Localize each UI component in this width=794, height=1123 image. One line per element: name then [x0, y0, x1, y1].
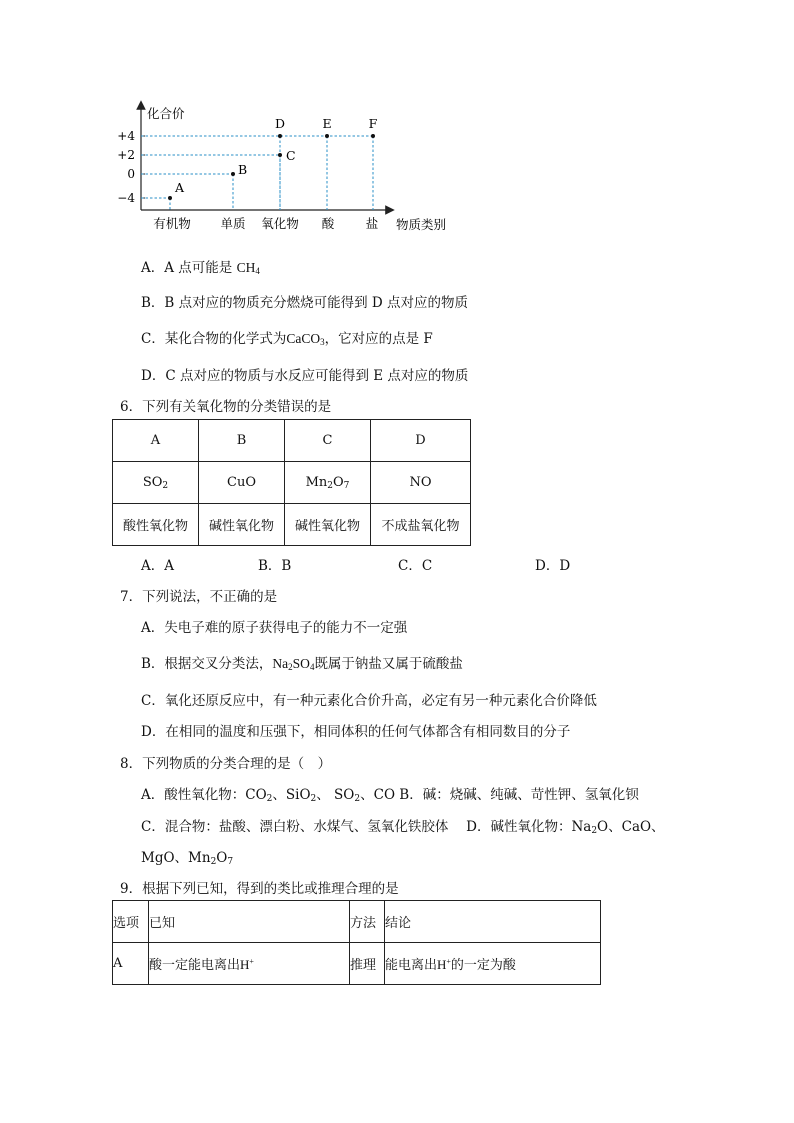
q6-formula-c: $Mn_2O_7$ [285, 462, 371, 504]
point-d [278, 134, 282, 138]
q9-row-conclusion: 能电离出H+的一定为酸 [385, 943, 601, 985]
point-a [168, 196, 172, 200]
q6-formula-b: CuO [199, 462, 285, 504]
point-e [325, 134, 329, 138]
valence-chart [0, 0, 794, 240]
q7-option-d: D．在相同的温度和压强下，相同体积的任何气体都含有相同数目的分子 [141, 724, 571, 740]
q8-stem: 8．下列物质的分类合理的是（ ） [120, 756, 332, 772]
q7-option-c: C．氧化还原反应中，有一种元素化合价升高，必定有另一种元素化合价降低 [141, 693, 597, 709]
q9-table [112, 900, 601, 985]
point-f [371, 134, 375, 138]
q6-answer-c: C．C [398, 558, 433, 574]
q9-header-conclusion: 结论 [385, 901, 601, 943]
q6-type-c: 碱性氧化物 [285, 504, 371, 546]
point-c [278, 153, 282, 157]
x-tick-label: 单质 [220, 216, 246, 231]
x-tick-label: 氧化物 [261, 216, 299, 231]
q9-stem: 9．根据下列已知，得到的类比或推理合理的是 [120, 881, 399, 897]
q6-formula-a: $SO_2$ [113, 462, 199, 504]
q9-header-option: 选项 [113, 901, 149, 943]
x-tick-label: 有机物 [153, 216, 191, 231]
q5-option-b: B．B 点对应的物质充分燃烧可能得到 D 点对应的物质 [141, 295, 469, 311]
point-label-a: A [175, 180, 185, 195]
q9-row-known: 酸一定能电离出H+ [149, 943, 350, 985]
q6-formula-d: NO [371, 462, 471, 504]
y-tick-label: +4 [117, 129, 135, 143]
y-tick-label: −4 [117, 191, 135, 205]
q7-option-a: A．失电子难的原子获得电子的能力不一定强 [141, 620, 408, 636]
q6-header-c: C [285, 420, 371, 462]
q5-option-a: A．A 点可能是 $CH_4$ [141, 260, 260, 276]
q6-table [112, 419, 471, 546]
y-axis-label: 化合价 [147, 106, 185, 121]
q6-type-d: 不成盐氧化物 [371, 504, 471, 546]
point-label-b: B [238, 162, 248, 177]
q6-answer-d: D．D [535, 558, 571, 574]
q5-option-c: C．某化合物的化学式为CaCO$_3$，它对应的点是 F [141, 331, 433, 347]
q7-option-b: B．根据交叉分类法，$Na_2SO_4$既属于钠盐又属于硫酸盐 [141, 656, 463, 672]
q8-line-3: MgO、$Mn_2O_7$ [141, 850, 234, 867]
point-label-c: C [286, 148, 296, 163]
y-tick-label: 0 [127, 167, 135, 181]
q8-line-1: A．酸性氧化物：$CO_2$、SiO$_2$、 $SO_2$、CO B．碱：烧碱、纯碱、苛性钾、氢氧化钡 [141, 787, 639, 804]
q9-row-method: 推理 [350, 943, 385, 985]
point-b [231, 172, 235, 176]
q6-type-b: 碱性氧化物 [199, 504, 285, 546]
q6-header-a: A [113, 420, 199, 462]
q8-line-2: C．混合物：盐酸、漂白粉、水煤气、氢氧化铁胶体 D．碱性氧化物：$Na_2O$、CaO、 [141, 819, 665, 836]
x-tick-label: 酸 [321, 216, 335, 231]
q9-row-option: A [113, 943, 149, 985]
point-label-d: D [274, 116, 286, 131]
point-label-f: F [368, 116, 378, 131]
q6-header-d: D [371, 420, 471, 462]
q6-answer-b: B．B [258, 558, 292, 574]
y-tick-label: +2 [117, 148, 135, 162]
q6-header-b: B [199, 420, 285, 462]
point-label-e: E [322, 116, 332, 131]
q6-type-a: 酸性氧化物 [113, 504, 199, 546]
q6-answer-a: A．A [141, 558, 174, 574]
q9-header-known: 已知 [149, 901, 350, 943]
q6-stem: 6．下列有关氧化物的分类错误的是 [120, 399, 332, 415]
q5-option-d: D．C 点对应的物质与水反应可能得到 E 点对应的物质 [141, 368, 469, 384]
x-tick-label: 盐 [365, 216, 379, 231]
q7-stem: 7．下列说法，不正确的是 [120, 589, 278, 605]
x-axis-label: 物质类别 [396, 217, 447, 232]
q9-header-method: 方法 [350, 901, 385, 943]
